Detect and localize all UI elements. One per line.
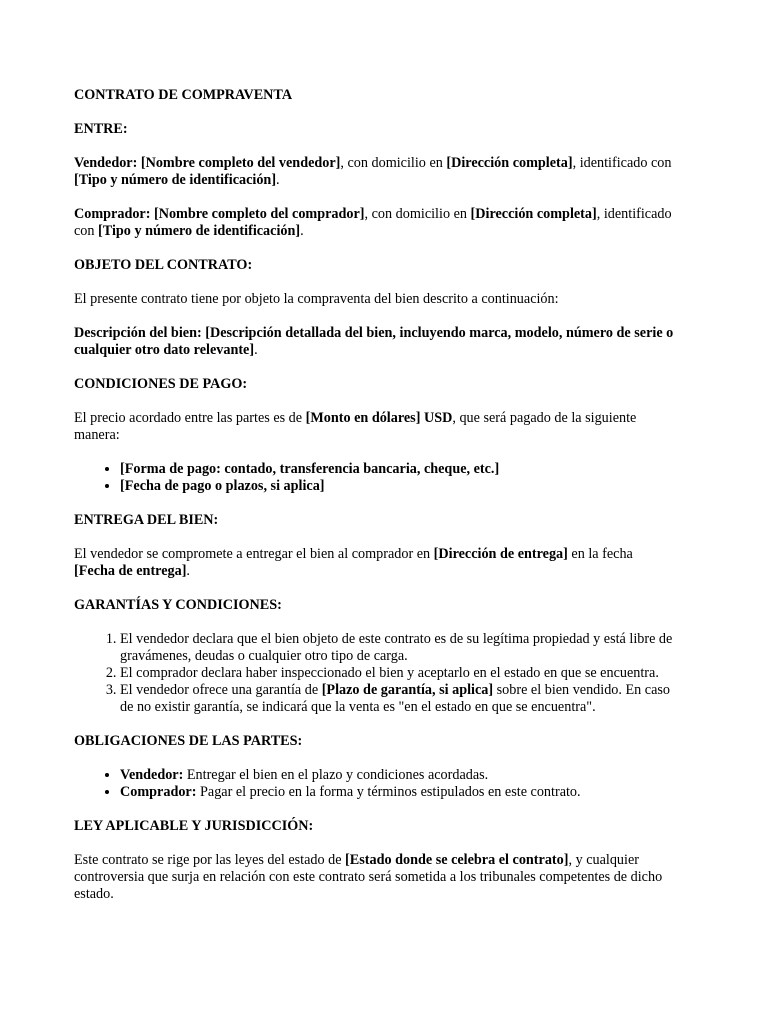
item-description-paragraph: Descripción del bien: [Descripción detallada del bien, incluyendo marca, modelo, número de serie o cualquier otro dato relevante]. [74, 325, 674, 358]
objeto-paragraph: El presente contrato tiene por objeto la compraventa del bien descrito a continuación: [74, 291, 559, 307]
list-item: • [Fecha de pago o plazos, si aplica] [120, 478, 674, 495]
seller-label: Vendedor: [Nombre completo del vendedor] [74, 155, 341, 171]
list-item: 2. El comprador declara haber inspeccionado el bien y aceptarlo en el estado en que se encuentra. [120, 665, 674, 682]
buyer-label: Comprador: [Nombre completo del comprador] [74, 206, 365, 222]
seller-address: [Dirección completa] [446, 155, 573, 171]
section-heading-entre: ENTRE: [74, 121, 128, 137]
buyer-paragraph: Comprador: [Nombre completo del comprador], con domicilio en [Dirección completa], identificado con [Tipo y número de identificación]. [74, 206, 672, 239]
document-title: CONTRATO DE COMPRAVENTA [74, 87, 293, 103]
section-heading-entrega: ENTREGA DEL BIEN: [74, 512, 219, 528]
section-heading-ley: LEY APLICABLE Y JURISDICCIÓN: [74, 818, 314, 834]
pago-paragraph: El precio acordado entre las partes es de [Monto en dólares] USD, que será pagado de la siguiente manera: [74, 410, 637, 443]
section-heading-obligaciones: OBLIGACIONES DE LAS PARTES: [74, 733, 303, 749]
entrega-paragraph: El vendedor se compromete a entregar el bien al comprador en [Dirección de entrega] en la fecha [Fecha de entrega]. [74, 546, 633, 579]
list-item: 1. El vendedor declara que el bien objeto de este contrato es de su legítima propiedad y está libre de gravámenes, deudas o cualquier otro tipo de carga. [120, 631, 674, 665]
warranty-list [74, 631, 674, 716]
seller-id: [Tipo y número de identificación] [74, 172, 277, 188]
seller-paragraph: Vendedor: [Nombre completo del vendedor], con domicilio en [Dirección completa], identificado con [Tipo y número de identificación]. [74, 155, 672, 188]
obligations-list [74, 767, 674, 801]
ley-paragraph: Este contrato se rige por las leyes del estado de [Estado donde se celebra el contrato], y cualquier controversia que surja en relación con este contrato será sometida a los tribunales competentes de dicho estado. [74, 852, 663, 902]
list-item: 3. El vendedor ofrece una garantía de [Plazo de garantía, si aplica] sobre el bien vendido. En caso de no existir garantía, se indicará que la venta es "en el estado en que se encuentra". [120, 682, 674, 716]
document-body [74, 87, 674, 920]
list-item: • [Forma de pago: contado, transferencia bancaria, cheque, etc.] [120, 461, 674, 478]
price-amount: [Monto en dólares] USD [305, 410, 453, 426]
delivery-date: [Fecha de entrega] [74, 563, 187, 579]
payment-list [74, 461, 674, 495]
list-item: • Vendedor: Entregar el bien en el plazo y condiciones acordadas. [120, 767, 674, 784]
section-heading-garantias: GARANTÍAS Y CONDICIONES: [74, 597, 282, 613]
delivery-address: [Dirección de entrega] [433, 546, 568, 562]
section-heading-objeto: OBJETO DEL CONTRATO: [74, 257, 253, 273]
section-heading-pago: CONDICIONES DE PAGO: [74, 376, 248, 392]
buyer-id: [Tipo y número de identificación] [98, 223, 301, 239]
item-description: Descripción del bien: [Descripción detallada del bien, incluyendo marca, modelo, número de serie o cualquier otro dato relevante] [74, 325, 674, 358]
list-item: • Comprador: Pagar el precio en la forma y términos estipulados en este contrato. [120, 784, 674, 801]
buyer-address: [Dirección completa] [470, 206, 597, 222]
warranty-term: [Plazo de garantía, si aplica] [321, 682, 494, 698]
jurisdiction-state: [Estado donde se celebra el contrato] [345, 852, 569, 868]
